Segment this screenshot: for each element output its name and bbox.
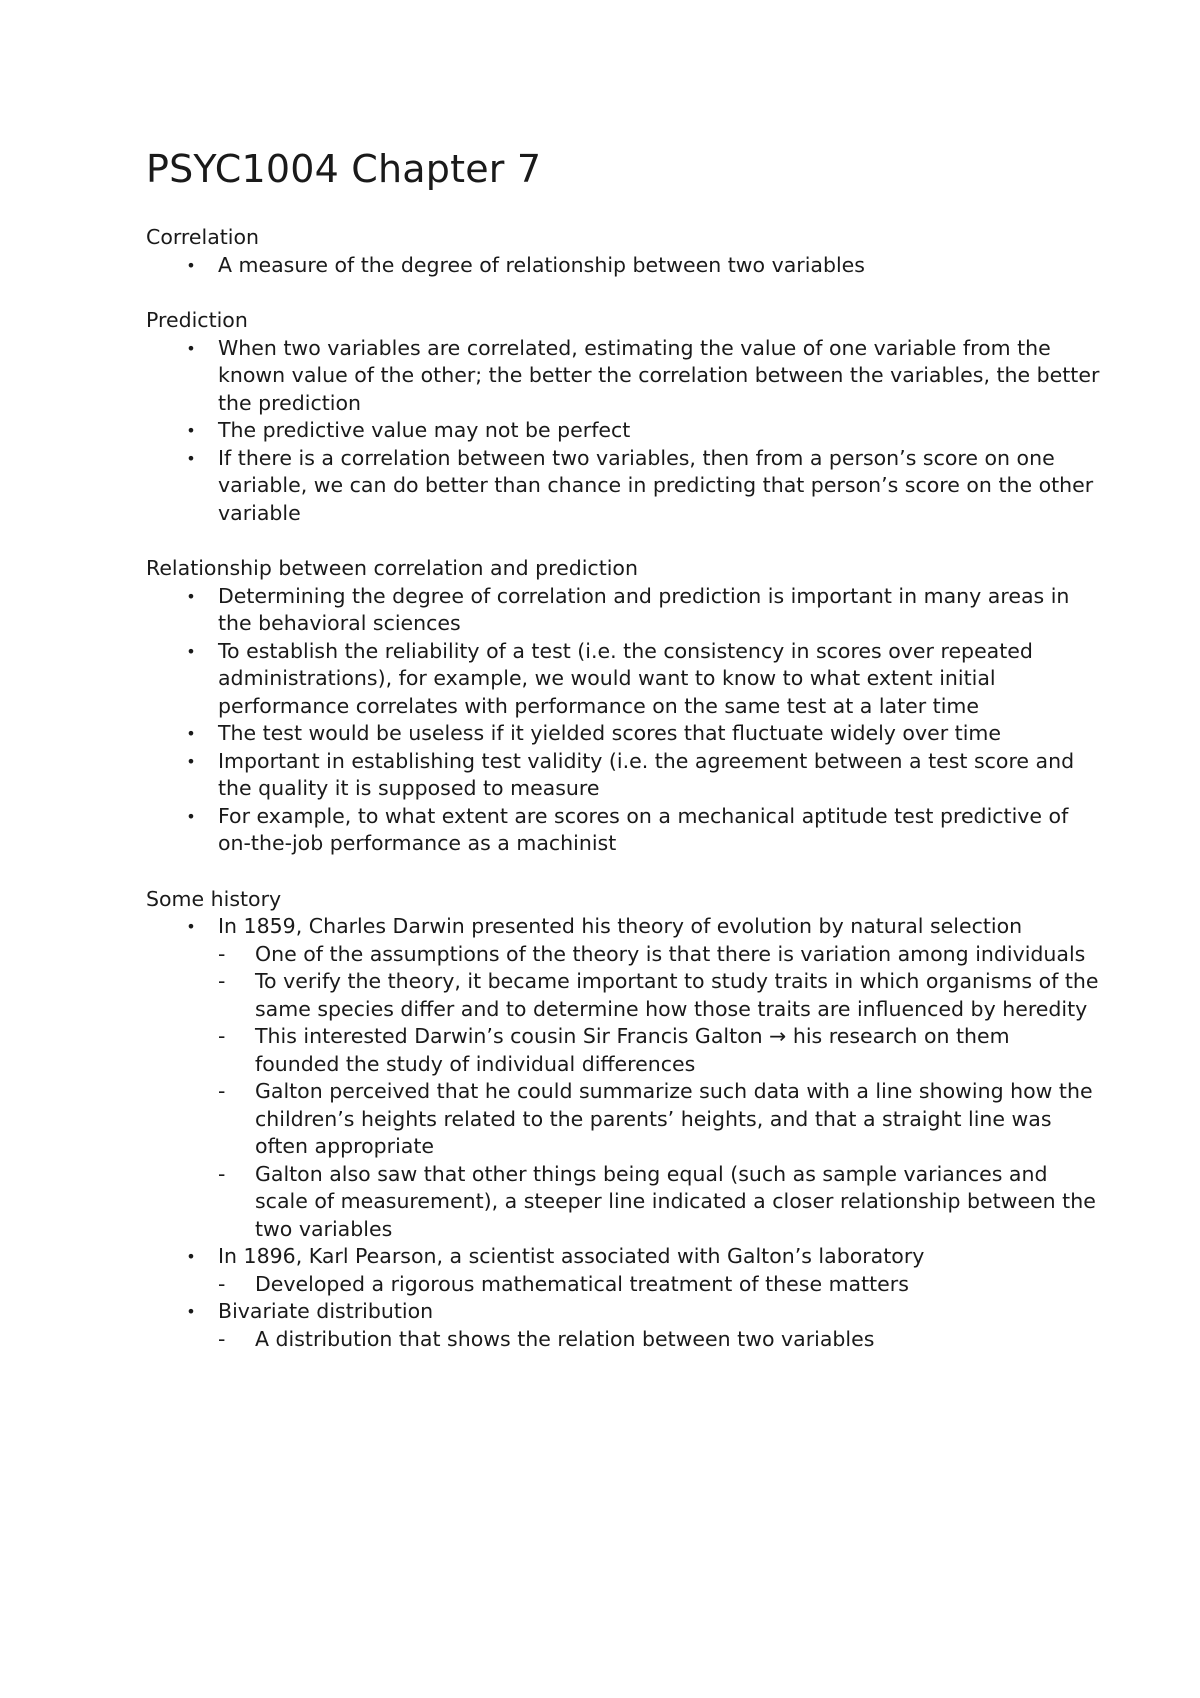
bullet-list [146, 335, 1100, 528]
dash-icon: - [218, 969, 226, 993]
list-item [186, 335, 1100, 418]
sub-list-item-text: Galton perceived that he could summarize such data with a line showing how the children’s heights related to the parents’ heights, and that a straight line was often appropriate [255, 1079, 1093, 1158]
bullet-icon: • [186, 806, 196, 826]
list-item-text: Important in establishing test validity (i.e. the agreement between a test score and the quality it is supposed to measure [218, 748, 1075, 800]
dash-icon: - [218, 1326, 226, 1351]
bullet-icon: • [186, 1302, 196, 1321]
list-item-text: In 1896, Karl Pearson, a scientist associated with Galton’s laboratory [218, 1244, 925, 1268]
sub-list-item-text: To verify the theory, it became important to study traits in which organisms of the same species differ and to determine how those traits are influenced by heredity [255, 969, 1099, 1021]
bullet-icon: • [186, 421, 196, 440]
list-item [186, 638, 1100, 721]
sub-list-item [218, 941, 1100, 969]
bullet-list [146, 583, 1100, 858]
dash-icon: - [218, 1161, 226, 1186]
list-item [186, 252, 1100, 280]
bullet-icon: • [186, 338, 196, 358]
sub-list-item [218, 1078, 1100, 1161]
section-heading: Relationship between correlation and prediction [146, 556, 638, 580]
list-item [186, 417, 1100, 445]
list-item [186, 583, 1100, 638]
list-item-text: The test would be useless if it yielded scores that fluctuate widely over time [218, 721, 1001, 745]
section-heading: Prediction [146, 308, 248, 332]
bullet-icon: • [186, 751, 196, 771]
page-title: PSYC1004 Chapter 7 [146, 147, 542, 191]
list-item-text: The predictive value may not be perfect [218, 418, 631, 442]
list-item [186, 720, 1100, 748]
section-some-history [146, 886, 1100, 1354]
section-correlation [146, 224, 1100, 279]
list-item-text: To establish the reliability of a test (i.e. the consistency in scores over repeated administrations), for example, we would want to know to what extent initial performance correlates with performance on the same test at a later time [218, 638, 1033, 718]
sub-list-item-text: This interested Darwin’s cousin Sir Francis Galton → his research on them founded the study of individual differences [255, 1024, 1010, 1076]
sub-list-item [218, 1161, 1100, 1244]
sub-list-item-text: Galton also saw that other things being equal (such as sample variances and scale of measurement), a steeper line indicated a closer relationship between the two variables [255, 1161, 1096, 1241]
list-item-text: If there is a correlation between two variables, then from a person’s score on one variable, we can do better than chance in predicting that person’s score on the other variable [218, 445, 1094, 525]
sub-list-item [218, 1271, 1100, 1299]
bullet-icon: • [186, 917, 196, 936]
section-relationship [146, 555, 1100, 858]
dash-icon: - [218, 1271, 226, 1296]
list-item [186, 803, 1100, 858]
sub-list-item [218, 968, 1100, 1023]
dash-icon: - [218, 941, 226, 966]
list-item [186, 913, 1100, 1243]
bullet-icon: • [186, 255, 196, 275]
sub-list-item-text: One of the assumptions of the theory is that there is variation among individuals [255, 941, 1086, 966]
bullet-icon: • [186, 586, 196, 606]
dash-icon: - [218, 1079, 226, 1103]
dash-icon: - [218, 1024, 226, 1048]
list-item [186, 1243, 1100, 1298]
bullet-list [146, 252, 1100, 280]
dash-list [218, 1271, 1100, 1299]
bullet-icon: • [186, 1247, 196, 1266]
section-heading: Correlation [146, 225, 260, 249]
section-heading: Some history [146, 886, 282, 911]
list-item-text: Bivariate distribution [218, 1299, 434, 1323]
list-item-text: Determining the degree of correlation and prediction is important in many areas in the behavioral sciences [218, 583, 1070, 635]
bullet-icon: • [186, 641, 196, 661]
sub-list-item [218, 1326, 1100, 1354]
list-item [186, 445, 1100, 528]
bullet-icon: • [186, 448, 196, 468]
dash-list [218, 941, 1100, 1244]
sub-list-item [218, 1023, 1100, 1078]
list-item-text: In 1859, Charles Darwin presented his theory of evolution by natural selection [218, 914, 1023, 938]
list-item-text: For example, to what extent are scores on a mechanical aptitude test predictive of on-the-job performance as a machinist [218, 803, 1069, 855]
sub-list-item-text: Developed a rigorous mathematical treatment of these matters [255, 1271, 909, 1296]
dash-list [218, 1326, 1100, 1354]
section-prediction [146, 307, 1100, 527]
bullet-icon: • [186, 724, 196, 743]
list-item-text: A measure of the degree of relationship between two variables [218, 252, 865, 277]
bullet-list [146, 913, 1100, 1353]
list-item [186, 748, 1100, 803]
sub-list-item-text: A distribution that shows the relation between two variables [255, 1326, 875, 1351]
list-item-text: When two variables are correlated, estimating the value of one variable from the known value of the other; the better the correlation between the variables, the better the prediction [218, 335, 1100, 415]
list-item [186, 1298, 1100, 1353]
